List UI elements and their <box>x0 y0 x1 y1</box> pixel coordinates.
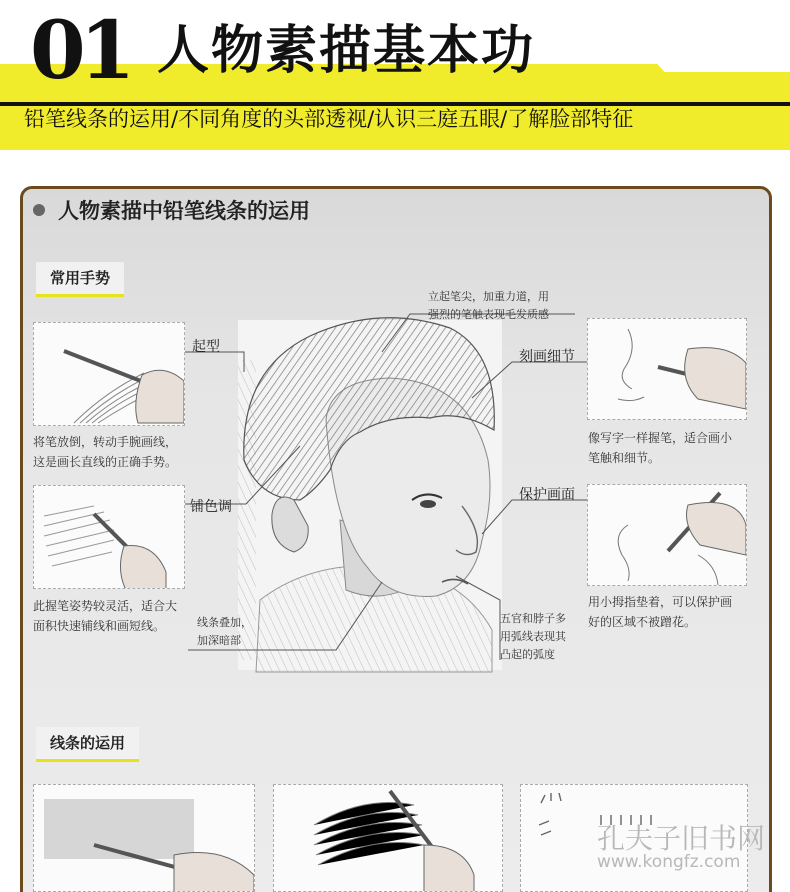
caption-pinky-support: 用小拇指垫着，可以保护画 好的区域不被蹭花。 <box>588 595 733 629</box>
tag-gestures: 常用手势 <box>36 262 124 294</box>
caption-flex-grip: 此握笔姿势较灵活，适合大 面积快速铺线和画短线。 <box>33 599 178 633</box>
section-title: 人物素描中铅笔线条的运用 <box>58 199 310 223</box>
label-shape: 起型 <box>192 339 220 355</box>
photo-lines-2 <box>273 784 503 892</box>
label-protect: 保护画面 <box>519 487 575 503</box>
chapter-title: 人物素描基本功 <box>157 20 536 81</box>
annotation-top: 立起笔尖，加重力道，用 强烈的笔触表现毛发质感 <box>428 290 549 321</box>
watermark-cn: 孔夫子旧书网 <box>597 822 766 855</box>
watermark-url: www.kongfz.com <box>597 852 741 872</box>
photo-lines-1 <box>33 784 255 892</box>
label-detail: 刻画细节 <box>519 349 575 365</box>
caption-flat-pencil: 将笔放倒，转动手腕画线， 这是画长直线的正确手势。 <box>33 435 178 469</box>
annotation-bottom-right: 五官和脖子多 用弧线表现其 凸起的弧度 <box>500 612 566 661</box>
lines-2-illustration <box>274 785 503 892</box>
chapter-subtitle: 铅笔线条的运用/不同角度的头部透视/认识三庭五眼/了解脸部特征 <box>24 107 634 131</box>
label-tone: 铺色调 <box>190 499 232 515</box>
tag-lines: 线条的运用 <box>36 727 139 759</box>
chapter-number: 01 <box>30 3 130 97</box>
lines-1-illustration <box>34 785 255 892</box>
annotation-bottom-left: 线条叠加， 加深暗部 <box>197 616 252 647</box>
caption-writing-grip: 像写字一样握笔，适合画小 笔触和细节。 <box>588 431 733 465</box>
